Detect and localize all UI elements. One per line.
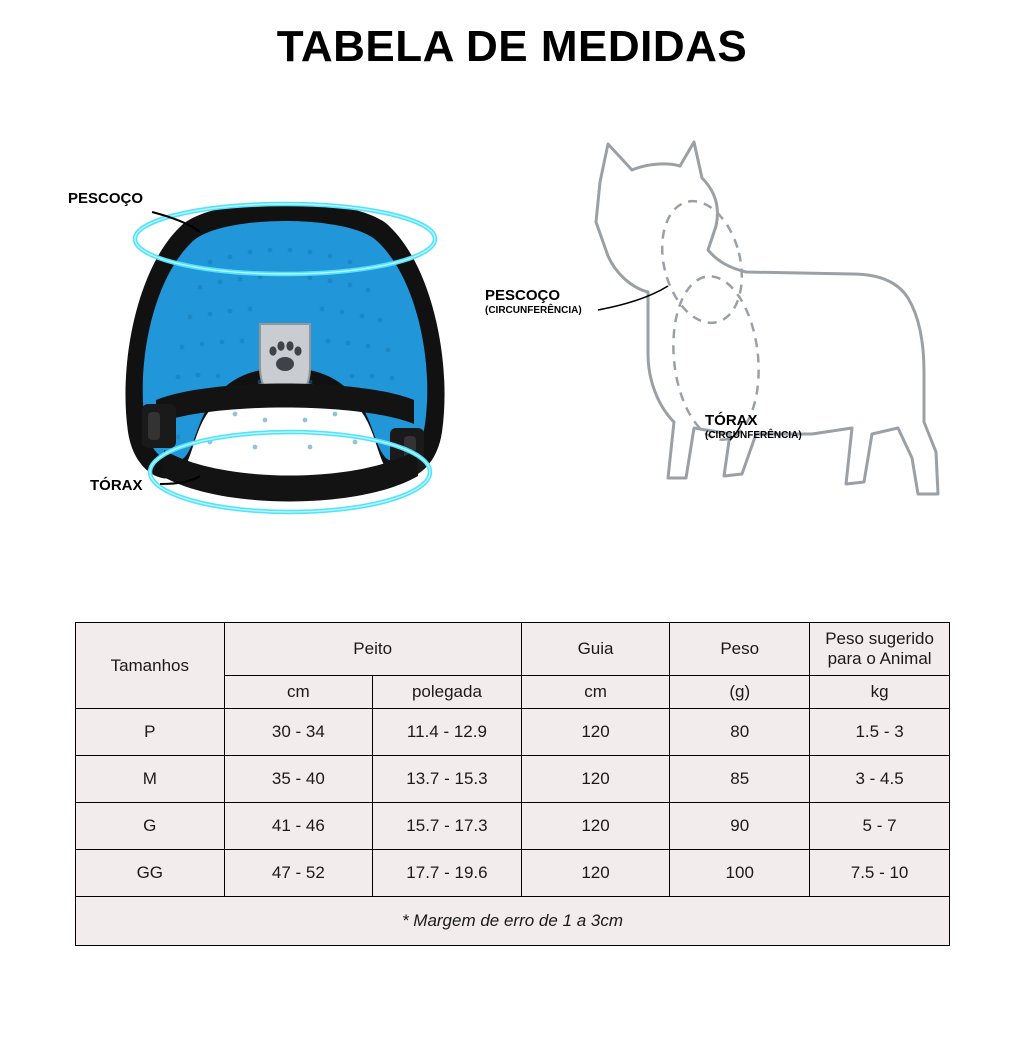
table-row bbox=[76, 850, 950, 897]
unit-chest-cm: cm bbox=[224, 676, 373, 709]
unit-animal-kg: kg bbox=[810, 676, 950, 709]
dog-chest-label bbox=[705, 412, 802, 441]
illustration-area bbox=[0, 72, 1024, 542]
cell-chest-inch: 17.7 - 19.6 bbox=[373, 850, 522, 897]
cell-size: M bbox=[76, 756, 225, 803]
dog-neck-label-sub: (CIRCUNFERÊNCIA) bbox=[485, 305, 582, 316]
cell-chest-cm: 47 - 52 bbox=[224, 850, 373, 897]
cell-size: GG bbox=[76, 850, 225, 897]
cell-chest-cm: 35 - 40 bbox=[224, 756, 373, 803]
cell-chest-inch: 11.4 - 12.9 bbox=[373, 709, 522, 756]
cell-size: G bbox=[76, 803, 225, 850]
header-suggested-weight-line1: Peso sugerido bbox=[825, 629, 934, 648]
dog-outline-graphic bbox=[480, 122, 1000, 542]
header-weight: Peso bbox=[670, 623, 810, 676]
harness-neck-label: PESCOÇO bbox=[68, 190, 144, 207]
cell-chest-inch: 15.7 - 17.3 bbox=[373, 803, 522, 850]
header-chest: Peito bbox=[224, 623, 521, 676]
table-row bbox=[76, 709, 950, 756]
header-suggested-weight bbox=[810, 623, 950, 676]
cell-animal-kg: 5 - 7 bbox=[810, 803, 950, 850]
cell-leash-cm: 120 bbox=[521, 850, 670, 897]
table-row bbox=[76, 803, 950, 850]
measurements-table bbox=[75, 622, 950, 946]
cell-leash-cm: 120 bbox=[521, 803, 670, 850]
table-row bbox=[76, 756, 950, 803]
cell-chest-cm: 41 - 46 bbox=[224, 803, 373, 850]
unit-chest-inch: polegada bbox=[373, 676, 522, 709]
unit-leash-cm: cm bbox=[521, 676, 670, 709]
dog-neck-label-text: PESCOÇO bbox=[485, 287, 561, 304]
cell-chest-cm: 30 - 34 bbox=[224, 709, 373, 756]
cell-weight-g: 90 bbox=[670, 803, 810, 850]
cell-chest-inch: 13.7 - 15.3 bbox=[373, 756, 522, 803]
measurements-table-wrapper bbox=[75, 622, 950, 946]
table-header-row-1 bbox=[76, 623, 950, 676]
cell-weight-g: 100 bbox=[670, 850, 810, 897]
dog-chest-label-sub: (CIRCUNFERÊNCIA) bbox=[705, 430, 802, 441]
page-title: TABELA DE MEDIDAS bbox=[276, 22, 748, 71]
header-sizes: Tamanhos bbox=[76, 623, 225, 709]
header-leash: Guia bbox=[521, 623, 670, 676]
cell-animal-kg: 7.5 - 10 bbox=[810, 850, 950, 897]
cell-animal-kg: 1.5 - 3 bbox=[810, 709, 950, 756]
harness-chest-label: TÓRAX bbox=[90, 477, 143, 494]
dog-chest-label-text: TÓRAX bbox=[705, 412, 758, 429]
cell-leash-cm: 120 bbox=[521, 756, 670, 803]
table-note-row bbox=[76, 897, 950, 946]
table-note: * Margem de erro de 1 a 3cm bbox=[76, 897, 950, 946]
cell-animal-kg: 3 - 4.5 bbox=[810, 756, 950, 803]
header-suggested-weight-line2: para o Animal bbox=[827, 649, 932, 668]
cell-leash-cm: 120 bbox=[521, 709, 670, 756]
unit-weight-g: (g) bbox=[670, 676, 810, 709]
cell-weight-g: 80 bbox=[670, 709, 810, 756]
cell-weight-g: 85 bbox=[670, 756, 810, 803]
dog-illustration bbox=[480, 122, 1000, 542]
cell-size: P bbox=[76, 709, 225, 756]
dog-neck-label bbox=[485, 287, 582, 316]
harness-illustration bbox=[60, 132, 500, 532]
